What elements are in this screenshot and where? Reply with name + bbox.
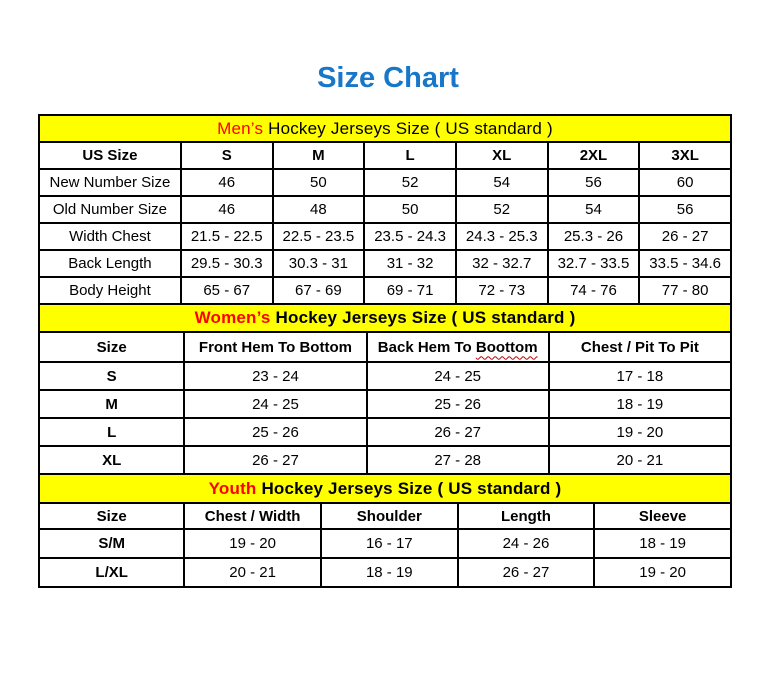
col-header: US Size [39,142,181,169]
table-row [39,446,731,474]
col-header: S [181,142,273,169]
table-row [39,169,731,196]
table-row [39,362,731,390]
section-band-men [39,115,731,142]
col-header: Length [458,503,595,529]
table-row [39,223,731,250]
table-row [39,390,731,418]
header-row [39,503,731,529]
row-label: L [39,418,184,446]
col-header: Sleeve [594,503,731,529]
cell-value: 20 - 21 [549,446,731,474]
row-label: Back Length [39,250,181,277]
cell-value: 72 - 73 [456,277,548,304]
header-row [39,142,731,169]
size-table-youth [38,473,732,588]
row-label: Old Number Size [39,196,181,223]
cell-value: 21.5 - 22.5 [181,223,273,250]
band-highlight: Youth [208,478,257,498]
cell-value: 31 - 32 [364,250,456,277]
cell-value: 20 - 21 [184,558,321,587]
table-row [39,418,731,446]
cell-value: 74 - 76 [548,277,640,304]
cell-value: 19 - 20 [549,418,731,446]
col-header: Size [39,503,184,529]
cell-value: 50 [364,196,456,223]
row-label: M [39,390,184,418]
table-row [39,250,731,277]
row-label: Body Height [39,277,181,304]
cell-value: 24 - 26 [458,529,595,558]
cell-value: 32 - 32.7 [456,250,548,277]
cell-value: 25.3 - 26 [548,223,640,250]
cell-value: 50 [273,169,365,196]
cell-value: 30.3 - 31 [273,250,365,277]
table-row [39,558,731,587]
cell-value: 24 - 25 [367,362,549,390]
cell-value: 54 [456,169,548,196]
cell-value: 26 - 27 [184,446,366,474]
cell-value: 18 - 19 [321,558,458,587]
band-rest: Hockey Jerseys Size ( US standard ) [270,308,576,327]
cell-value: 60 [639,169,731,196]
cell-value: 18 - 19 [594,529,731,558]
row-label: Width Chest [39,223,181,250]
table-row [39,529,731,558]
size-table-women [38,303,732,475]
row-label: New Number Size [39,169,181,196]
col-header: Front Hem To Bottom [184,332,366,362]
spellcheck-underlined-word: Boottom [475,338,538,356]
cell-value: 18 - 19 [549,390,731,418]
cell-value: 46 [181,196,273,223]
band-rest: Hockey Jerseys Size ( US standard ) [256,478,562,498]
col-header: Shoulder [321,503,458,529]
cell-value: 65 - 67 [181,277,273,304]
cell-value: 23 - 24 [184,362,366,390]
col-header: M [273,142,365,169]
col-header: Size [39,332,184,362]
cell-value: 26 - 27 [367,418,549,446]
cell-value: 25 - 26 [184,418,366,446]
cell-value: 24 - 25 [184,390,366,418]
cell-value: 46 [181,169,273,196]
size-tables [38,114,732,588]
col-header: XL [456,142,548,169]
cell-value: 32.7 - 33.5 [548,250,640,277]
header-row [39,332,731,362]
cell-value: 19 - 20 [594,558,731,587]
cell-value: 48 [273,196,365,223]
cell-value: 25 - 26 [367,390,549,418]
cell-value: 23.5 - 24.3 [364,223,456,250]
size-table-men [38,114,732,305]
col-header [367,332,549,362]
cell-value: 29.5 - 30.3 [181,250,273,277]
band-highlight: Men’s [217,118,264,138]
col-header: Chest / Width [184,503,321,529]
col-header: L [364,142,456,169]
cell-value: 52 [456,196,548,223]
cell-value: 67 - 69 [273,277,365,304]
cell-value: 33.5 - 34.6 [639,250,731,277]
cell-value: 19 - 20 [184,529,321,558]
row-label: L/XL [39,558,184,587]
cell-value: 77 - 80 [639,277,731,304]
cell-value: 26 - 27 [639,223,731,250]
page-title: Size Chart [317,62,459,94]
cell-value: 17 - 18 [549,362,731,390]
cell-value: 22.5 - 23.5 [273,223,365,250]
cell-value: 16 - 17 [321,529,458,558]
band-highlight: Women’s [194,308,271,327]
col-header: 2XL [548,142,640,169]
section-band-youth [39,474,731,503]
cell-value: 24.3 - 25.3 [456,223,548,250]
row-label: XL [39,446,184,474]
band-rest: Hockey Jerseys Size ( US standard ) [263,118,553,138]
cell-value: 54 [548,196,640,223]
cell-value: 56 [548,169,640,196]
cell-value: 26 - 27 [458,558,595,587]
col-header-text: Back Hem To [377,338,476,356]
row-label: S/M [39,529,184,558]
cell-value: 27 - 28 [367,446,549,474]
section-band-women [39,304,731,332]
col-header: 3XL [639,142,731,169]
table-row [39,277,731,304]
row-label: S [39,362,184,390]
cell-value: 56 [639,196,731,223]
col-header: Chest / Pit To Pit [549,332,731,362]
cell-value: 69 - 71 [364,277,456,304]
cell-value: 52 [364,169,456,196]
table-row [39,196,731,223]
